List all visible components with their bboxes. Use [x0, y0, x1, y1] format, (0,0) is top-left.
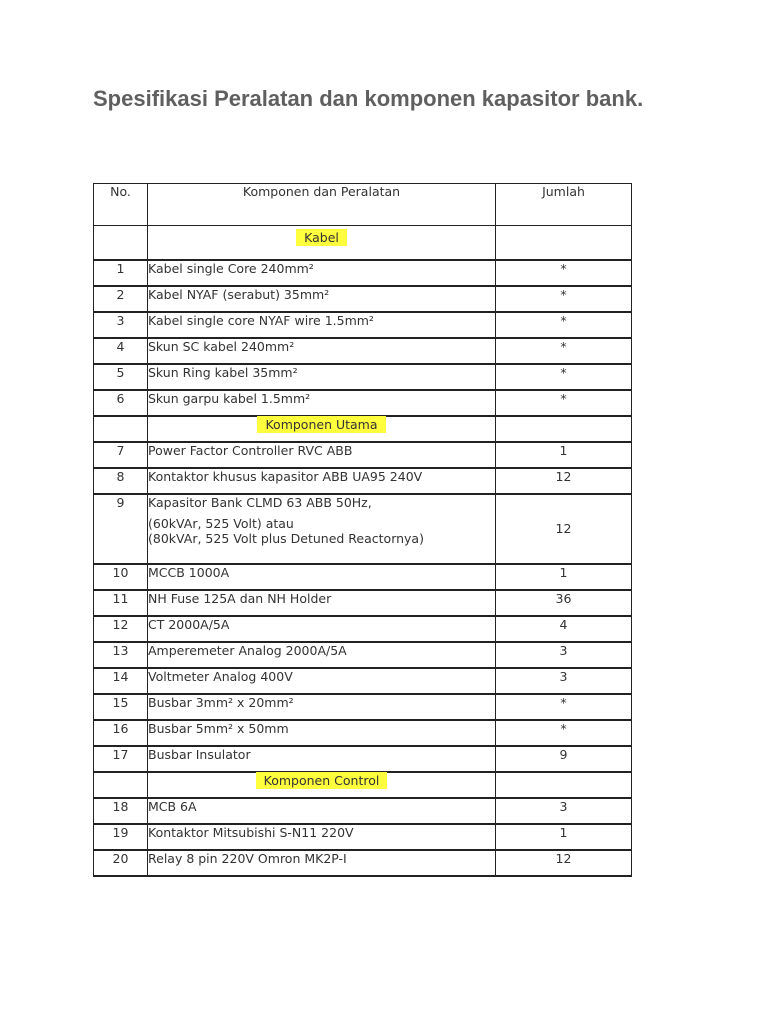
- row-name: Amperemeter Analog 2000A/5A: [148, 642, 496, 668]
- table-row: [94, 694, 632, 720]
- row-name-line: Kapasitor Bank CLMD 63 ABB 50Hz,: [148, 494, 372, 510]
- section-qty-cell: [496, 772, 632, 798]
- row-name: MCB 6A: [148, 798, 496, 824]
- row-name: Power Factor Controller RVC ABB: [148, 442, 496, 468]
- header-name: Komponen dan Peralatan: [148, 184, 496, 226]
- row-qty: *: [496, 260, 632, 286]
- row-no: 5: [94, 364, 148, 390]
- row-qty: 1: [496, 564, 632, 590]
- table-row: [94, 338, 632, 364]
- row-name: MCCB 1000A: [148, 564, 496, 590]
- section-label: Komponen Utama: [257, 416, 385, 433]
- row-qty: 1: [496, 442, 632, 468]
- row-no: 9: [94, 494, 148, 564]
- table-row: [94, 260, 632, 286]
- table-row: [94, 746, 632, 772]
- section-row-komponen-control: [94, 772, 632, 798]
- section-label: Kabel: [296, 229, 347, 246]
- row-qty: 12: [496, 494, 632, 564]
- row-qty: 3: [496, 798, 632, 824]
- row-name: Kontaktor Mitsubishi S-N11 220V: [148, 824, 496, 850]
- row-qty: 3: [496, 642, 632, 668]
- row-name: Skun SC kabel 240mm²: [148, 338, 496, 364]
- table-header-row: [94, 184, 632, 226]
- row-no: 12: [94, 616, 148, 642]
- row-qty: 1: [496, 824, 632, 850]
- section-row-komponen-utama: [94, 416, 632, 442]
- section-row-kabel: [94, 226, 632, 260]
- table-row: [94, 798, 632, 824]
- row-name: Busbar 3mm² x 20mm²: [148, 694, 496, 720]
- table-row: [94, 468, 632, 494]
- row-no: 16: [94, 720, 148, 746]
- row-name: Kontaktor khusus kapasitor ABB UA95 240V: [148, 468, 496, 494]
- row-no: 18: [94, 798, 148, 824]
- row-name: Kabel single core NYAF wire 1.5mm²: [148, 312, 496, 338]
- header-no: No.: [94, 184, 148, 226]
- row-no: 15: [94, 694, 148, 720]
- row-no: 19: [94, 824, 148, 850]
- row-name: Relay 8 pin 220V Omron MK2P-I: [148, 850, 496, 876]
- row-name: Busbar 5mm² x 50mm: [148, 720, 496, 746]
- table-row: [94, 720, 632, 746]
- header-qty: Jumlah: [496, 184, 632, 226]
- section-label-cell: [148, 226, 496, 260]
- section-no-cell: [94, 772, 148, 798]
- section-qty-cell: [496, 226, 632, 260]
- row-name: Kabel single Core 240mm²: [148, 260, 496, 286]
- row-qty: 9: [496, 746, 632, 772]
- table-row: [94, 590, 632, 616]
- table-row: [94, 494, 632, 564]
- row-no: 8: [94, 468, 148, 494]
- row-qty: 12: [496, 468, 632, 494]
- table-row: [94, 668, 632, 694]
- section-label: Komponen Control: [256, 772, 388, 789]
- table-row: [94, 390, 632, 416]
- row-name: Busbar Insulator: [148, 746, 496, 772]
- row-name: Voltmeter Analog 400V: [148, 668, 496, 694]
- row-name: CT 2000A/5A: [148, 616, 496, 642]
- section-label-cell: [148, 416, 496, 442]
- row-qty: 3: [496, 668, 632, 694]
- table-row: [94, 364, 632, 390]
- row-name: Kabel NYAF (serabut) 35mm²: [148, 286, 496, 312]
- row-qty: *: [496, 364, 632, 390]
- row-qty: *: [496, 720, 632, 746]
- table-row: [94, 442, 632, 468]
- section-label-cell: [148, 772, 496, 798]
- row-qty: *: [496, 312, 632, 338]
- table-row: [94, 824, 632, 850]
- row-no: 14: [94, 668, 148, 694]
- table-row: [94, 312, 632, 338]
- table-row: [94, 286, 632, 312]
- section-no-cell: [94, 226, 148, 260]
- row-no: 1: [94, 260, 148, 286]
- row-name: Skun Ring kabel 35mm²: [148, 364, 496, 390]
- row-no: 7: [94, 442, 148, 468]
- row-no: 17: [94, 746, 148, 772]
- row-no: 3: [94, 312, 148, 338]
- section-no-cell: [94, 416, 148, 442]
- row-qty: *: [496, 694, 632, 720]
- row-qty: 4: [496, 616, 632, 642]
- section-qty-cell: [496, 416, 632, 442]
- row-no: 4: [94, 338, 148, 364]
- row-qty: *: [496, 286, 632, 312]
- row-no: 6: [94, 390, 148, 416]
- row-name: [148, 494, 496, 564]
- spec-table: [93, 183, 632, 877]
- row-no: 2: [94, 286, 148, 312]
- table-row: [94, 642, 632, 668]
- table-row: [94, 616, 632, 642]
- row-name-line: (80kVAr, 525 Volt plus Detuned Reactornya): [148, 530, 424, 546]
- row-qty: *: [496, 338, 632, 364]
- row-no: 11: [94, 590, 148, 616]
- row-qty: *: [496, 390, 632, 416]
- document-title: Spesifikasi Peralatan dan komponen kapasitor bank.: [93, 86, 644, 111]
- table-row: [94, 564, 632, 590]
- row-qty: 36: [496, 590, 632, 616]
- row-no: 10: [94, 564, 148, 590]
- row-name-line: (60kVAr, 525 Volt) atau: [148, 515, 294, 531]
- row-qty: 12: [496, 850, 632, 876]
- row-no: 13: [94, 642, 148, 668]
- table-row: [94, 850, 632, 876]
- row-no: 20: [94, 850, 148, 876]
- row-name: NH Fuse 125A dan NH Holder: [148, 590, 496, 616]
- row-name: Skun garpu kabel 1.5mm²: [148, 390, 496, 416]
